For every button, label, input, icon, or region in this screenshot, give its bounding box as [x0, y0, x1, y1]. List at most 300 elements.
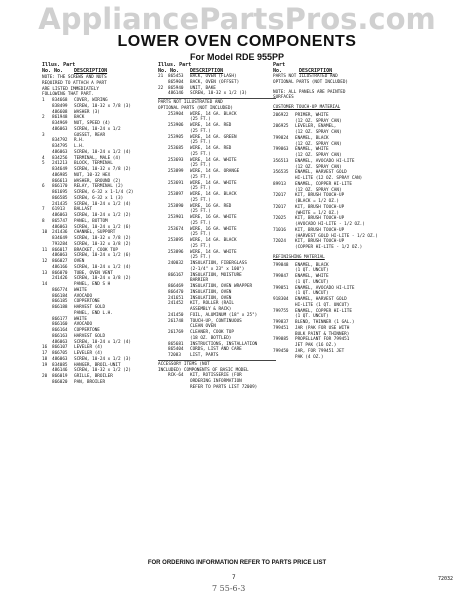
part-description: WIRE, 14 GA. WHITE	[190, 157, 237, 163]
part-row	[273, 245, 397, 251]
part-number: 486166	[52, 264, 68, 270]
part-number: 834649	[52, 167, 68, 172]
part-description: (12 OZ. SPRAY CAN)	[295, 130, 342, 135]
part-description: WIRE, 14 GA. GREEN	[190, 134, 237, 140]
part-description: (2-1/4" x 23" x 100")	[190, 266, 245, 272]
part-number: 865681	[168, 341, 184, 347]
part-number: RCK-64	[168, 373, 184, 379]
part-description: (WHITE = 1/2 OZ.)	[295, 210, 339, 216]
part-description: WASHER (3)	[74, 109, 100, 115]
note-line: OPTIONAL PARTS (NOT INCLUDED)	[273, 79, 349, 85]
part-number: 486063	[52, 126, 68, 132]
part-description: (25 FT.)	[190, 220, 211, 226]
part-description: SCREW, 10-24 x 1/2 (6)	[74, 224, 131, 230]
part-number: 486063	[52, 149, 68, 155]
part-description: CORDS, LIST AND CARE	[190, 347, 242, 353]
part-number	[273, 245, 295, 251]
part-description: WIRE, 14 GA. WHITE	[190, 180, 237, 186]
part-number: 866070	[52, 270, 68, 276]
note-line: NOTE: ALL PANELS ARE PAINTED	[273, 89, 346, 95]
illus-number: 11	[42, 247, 48, 253]
column-header	[158, 62, 276, 74]
part-description: ENAMEL, AVOCADO HI-LITE	[295, 285, 355, 291]
part-description: BLEND, THINNER (1 GAL.)	[295, 320, 355, 325]
illus-number: 17	[42, 351, 48, 356]
part-description: GUSSET, REAR	[74, 132, 106, 138]
part-description: (HARVEST GOLD HI-LITE - 1/2 OZ.)	[295, 233, 378, 239]
note-line: OPTIONAL PARTS (NOT INCLUDED)	[158, 105, 234, 111]
part-description: JAR (PAK FOR USE WITH	[295, 325, 350, 331]
illus-number	[158, 91, 168, 97]
page-subtitle: For Model RDE 955PP	[189, 52, 285, 62]
part-description: SCREW, 10-24 x 1/2	[74, 126, 121, 132]
part-description: LEVELER, ENAMEL,	[295, 124, 337, 130]
part-description: ORDERING INFORMATION	[190, 379, 242, 384]
part-description: ENAMEL, WHITE	[295, 274, 329, 279]
part-description: SCREW, 10-32 x 1/2 (3)	[190, 91, 247, 97]
note-line: PARTS NOT ILLUSTRATED AND	[158, 100, 223, 105]
parts-list	[158, 74, 276, 97]
part-number: 206922	[273, 112, 289, 118]
note-block	[42, 75, 160, 98]
part-number: 799837	[273, 320, 289, 325]
part-description: BULK PAINT & THINNER)	[295, 331, 350, 337]
part-number	[168, 385, 190, 391]
part-number: 261769	[168, 330, 184, 335]
illus-number: 18	[42, 356, 48, 362]
part-description: SCREW, 10-24 x 1/2 (4)	[74, 339, 131, 345]
part-description: (25 FT.)	[190, 128, 211, 134]
part-number: 865404	[168, 347, 184, 353]
part-description: SCREW, 10-32 x 1/2 (2)	[74, 368, 131, 374]
part-description: WASHER, GROUND (2)	[74, 178, 121, 184]
page-number: 7	[232, 574, 236, 581]
part-description: HI-LITE (12 OZ. SPRAY CAN)	[295, 176, 363, 181]
column-header: Part No. DESCRIPTION	[273, 62, 333, 74]
part-description: WHITE	[74, 287, 87, 293]
part-number: 866705	[52, 351, 68, 356]
part-row	[273, 355, 397, 361]
part-description: BARRIER	[190, 278, 209, 284]
illus-number: 7	[42, 207, 45, 213]
part-number: 861695	[52, 190, 68, 195]
part-number: 866019	[52, 374, 68, 379]
part-number: 486146	[52, 368, 68, 374]
part-description: WIRE, 16 GA. WHITE	[190, 226, 237, 232]
part-description: SCREW, 10-24 x 1/2 (6)	[74, 253, 131, 259]
part-description: (12 OZ. SPRAY CAN)	[295, 118, 342, 124]
part-description: (COPPER HI-LITE - 1/2 OZ.)	[295, 245, 363, 250]
part-number: 253693	[168, 157, 184, 163]
part-description: TERMINAL, MALE (4)	[74, 155, 121, 161]
part-number: 834256	[52, 155, 68, 161]
part-number: 486063	[52, 339, 68, 345]
part-number: 253897	[168, 192, 184, 197]
part-number: 866170	[52, 184, 68, 190]
part-number: 253905	[168, 134, 184, 140]
part-description: WIRE, 14 GA. BLACK	[190, 111, 237, 117]
part-number: 834085	[52, 362, 68, 368]
part-number: 834668	[52, 98, 68, 103]
part-description: SCREW, 10-24 x 1/2 (3)	[74, 356, 131, 362]
part-description: ASSEMBLY & RACK)	[190, 307, 232, 312]
part-description: OVEN	[74, 259, 85, 264]
illus-number: 21	[158, 74, 164, 79]
part-description: INSTRUCTIONS, INSTALLATION	[190, 341, 258, 347]
part-number: 866469	[168, 284, 184, 289]
part-description: ENAMEL, HARVEST GOLD	[295, 297, 347, 302]
part-number: 799863	[273, 147, 289, 153]
part-description: NUT, SPEED (4)	[74, 121, 111, 126]
part-description: ENAMEL, HARVEST GOLD	[295, 170, 347, 176]
part-number: 799851	[273, 285, 289, 291]
part-description: JET PAK (16 OZ.)	[295, 343, 337, 348]
part-number: 834792	[52, 138, 68, 144]
part-description: BACK	[74, 115, 85, 121]
part-number: 486063	[52, 253, 68, 259]
part-number: 866188	[52, 305, 68, 310]
part-description: WIRE, 14 GA. ORANGE	[190, 169, 240, 174]
part-description: ENAMEL, BLACK	[295, 135, 329, 141]
note-line: FOLLOWING THAT PART.	[42, 92, 94, 98]
part-description: KIT, BRUSH TOUCH-UP	[295, 193, 345, 199]
part-number: 72024	[273, 239, 286, 245]
part-description: PANEL, END S H	[74, 282, 111, 287]
illus-number: 19	[42, 362, 48, 368]
part-description: NUT, 10-32 HEX	[74, 172, 111, 178]
part-description: LEVELER (4)	[74, 351, 103, 356]
part-number: 865904	[168, 79, 184, 85]
note-block	[158, 100, 276, 112]
illus-number: 2	[42, 115, 45, 121]
illus-number: 20	[42, 374, 48, 379]
part-number: 253691	[168, 180, 184, 186]
part-description: (12 OZ. SPRAY CAN)	[295, 153, 342, 158]
part-number: 241436	[52, 230, 68, 236]
parts-list	[273, 113, 397, 251]
part-description: PANEL, END L.H.	[74, 310, 113, 316]
part-number: 486985	[52, 172, 68, 178]
part-description: SCREW, 10-24 x 1/2 (4)	[74, 264, 131, 270]
part-number: 253896	[168, 249, 184, 255]
part-number: 834795	[52, 144, 68, 149]
note-line: REQUIRED TO ATTACH A PART	[42, 80, 107, 86]
parts-column-3	[273, 62, 397, 360]
part-description: PANEL, BOTTOM	[74, 218, 108, 224]
footer-note: FOR ORDERING INFORMATION REFER TO PARTS PRICE LIST	[147, 560, 327, 566]
part-description: BACK, OVEN (FLASH)	[190, 74, 237, 79]
illus-number: 22	[158, 85, 164, 91]
part-number: 240032	[168, 261, 184, 266]
part-number: 486146	[168, 91, 184, 97]
illus-number: 13	[42, 270, 48, 276]
part-description: REFER TO PARTS LIST 72009)	[190, 384, 258, 390]
part-number: 356535	[273, 170, 289, 176]
part-number: 834969	[52, 121, 68, 126]
parts-column-1	[42, 62, 160, 386]
part-description: WIRE, 14 GA. BLACK	[190, 238, 237, 243]
part-number: 61913	[52, 207, 65, 213]
part-description: WIRE, 14 GA. RED	[190, 146, 232, 151]
part-description: AVOCADO	[74, 293, 93, 299]
parts-list	[158, 112, 276, 359]
note-block	[273, 90, 397, 102]
part-description: (25 FT.)	[190, 255, 211, 261]
part-description: ENAMEL, COPPER HI-LITE	[295, 181, 352, 187]
part-number: 356513	[273, 158, 289, 164]
part-number: 799451	[273, 325, 289, 331]
part-description: SCREW, 10-32 x 7/8 (2)	[74, 236, 131, 241]
part-number: 253901	[168, 215, 184, 220]
part-number: 241450	[168, 312, 184, 318]
part-description: (25 FT.)	[190, 140, 211, 146]
part-number: 866160	[52, 322, 68, 328]
header-desc: DESCRIPTION	[299, 68, 333, 74]
part-description: PROPELLANT FOR 799451	[295, 337, 350, 343]
part-description: UNIT, BAKE	[190, 85, 216, 91]
part-number: 72025	[273, 216, 286, 222]
part-description: LIST, PARTS	[190, 353, 219, 358]
part-number: 261748	[168, 318, 184, 324]
part-description: BRACKET, COOK TOP	[74, 247, 118, 253]
note-line: SURFACES	[273, 95, 294, 101]
part-description: L.H.	[74, 144, 85, 149]
part-number: 866470	[168, 289, 184, 295]
part-description: WHITE	[74, 316, 87, 322]
part-number: 89913	[273, 181, 286, 187]
illus-number: 3	[42, 132, 45, 138]
part-description: SCREW, 10-24 x 3/8 (2)	[74, 276, 131, 282]
part-description: BLOCK, TERMINAL	[74, 161, 113, 167]
part-number: 72017	[273, 204, 286, 210]
illus-number: 1	[42, 98, 45, 103]
part-description: CLEAN OVEN	[190, 324, 216, 330]
part-number: 918304	[273, 297, 289, 302]
part-number: 866613	[52, 178, 68, 184]
part-number: 253674	[168, 226, 184, 232]
part-description: (25 FT.)	[190, 209, 211, 215]
watermark: AppliancePartsPros.com	[38, 2, 436, 36]
part-description: INSULATION, OVEN	[190, 295, 232, 301]
part-description: KIT, BRUSH TOUCH-UP	[295, 239, 345, 245]
part-description: (25 FT.)	[190, 117, 211, 123]
part-number: 253906	[168, 123, 184, 128]
part-description: SCREW, 10-32 x 3/8 (2)	[74, 241, 131, 247]
part-number: 866164	[52, 328, 68, 333]
part-description: (25 FT.)	[190, 232, 211, 238]
header-desc: DESCRIPTION	[190, 68, 224, 74]
part-description: KIT, ROLLER (RAIL	[190, 301, 234, 307]
part-description: INSULATION, MOISTURE	[190, 272, 242, 278]
parts-list	[273, 263, 397, 361]
part-number: 799824	[273, 135, 289, 141]
part-description: (25 FT.)	[190, 186, 211, 192]
part-description: (25 FT.)	[190, 174, 211, 180]
part-number: 799450	[273, 348, 289, 354]
page-title: LOWER OVEN COMPONENTS	[117, 33, 357, 50]
part-description: (12 OZ. SPRAY CAN)	[295, 164, 342, 170]
part-description: (1 QT. UNCUT)	[295, 314, 329, 320]
part-description: SCREW, 10-24 x 1/2 (4)	[74, 201, 131, 207]
part-number: 241452	[168, 301, 184, 307]
part-description: BACK, OVEN (OFFSET)	[190, 79, 240, 85]
part-description: (BLACK = 1/2 OZ.)	[295, 199, 339, 204]
part-description: (25 FT.)	[190, 197, 211, 203]
part-number: 866167	[168, 272, 184, 278]
header-desc: DESCRIPTION	[74, 68, 108, 74]
part-description: RELAY, TERMINAL (2)	[74, 184, 124, 190]
part-number: 253685	[168, 146, 184, 151]
part-description: HARVEST GOLD	[74, 333, 106, 339]
part-number: 866027	[52, 259, 68, 264]
part-number: 486608	[52, 109, 68, 115]
part-row	[158, 353, 276, 359]
illus-number: 6	[42, 184, 45, 190]
part-description: COVER, WIRING	[74, 98, 108, 103]
part-description: HI-LITE (1 QT. UNCUT)	[295, 302, 350, 308]
handwritten-note: 7 55-6-3	[212, 584, 246, 593]
document-code: 72032	[438, 576, 454, 582]
part-description: GRILLE, BROILER	[74, 374, 113, 379]
part-description: WIRE, 14 GA. BLACK	[190, 192, 237, 197]
part-number: 866107	[52, 345, 68, 351]
part-description: PAN, BROILER	[74, 379, 106, 385]
section-heading: CUSTOMER TOUCH-UP MATERIAL	[273, 105, 341, 110]
header-illus: Illus. Part	[158, 62, 192, 68]
part-number: 866185	[52, 299, 68, 305]
illus-number: 4	[42, 155, 45, 161]
part-description: INSULATION, FIBERGLASS	[190, 261, 247, 266]
section-heading: REFINISHING MATERIAL	[273, 254, 325, 260]
part-description: PRIMER, WHITE	[295, 112, 329, 118]
part-description: INSULATION, OVEN WRAPPER	[190, 284, 253, 289]
column-header	[42, 62, 160, 74]
part-description: (25 FT.)	[190, 163, 211, 169]
part-description: ENAMEL, AVOCADO HI-LITE	[295, 158, 355, 164]
part-description: AVOCADO	[74, 322, 93, 328]
part-description: (25 FT.)	[190, 243, 211, 249]
part-description: KIT, BRUSH TOUCH-UP	[295, 204, 345, 210]
part-number: 861948	[52, 115, 68, 121]
part-description: SCREW, 6-32 x 1 (3)	[74, 195, 124, 201]
part-number: 865453	[168, 74, 184, 79]
part-number: 865747	[52, 218, 68, 224]
part-description: KIT, BRUSH TOUCH-UP	[295, 216, 345, 222]
note-line: ACCESSORY ITEMS (NOT	[158, 361, 210, 367]
note-block	[273, 74, 397, 86]
part-number: 834649	[52, 236, 68, 241]
header-illus: Illus. Part	[42, 62, 76, 68]
part-row	[158, 91, 276, 97]
note-block	[158, 362, 276, 374]
part-description: (18 OZ. BOTTLED)	[190, 335, 232, 341]
note-line: PARTS NOT ILLUSTRATED AND	[273, 74, 338, 79]
part-description: SCREW, 10-24 x 1/2 (2)	[74, 213, 131, 218]
part-number: 486063	[52, 224, 68, 230]
part-number: 206925	[273, 124, 289, 130]
part-description: ENAMEL, WHITE	[295, 147, 329, 153]
part-description: (1 QT. UNCUT)	[295, 291, 329, 297]
part-description: SCREW, 10-32 x 7/8 (2)	[74, 167, 131, 172]
note-line: NOTE: THE SCREWS AND NUTS	[42, 75, 107, 80]
part-description: LEVELER (4)	[74, 345, 103, 351]
part-number: 866184	[52, 293, 68, 299]
part-description: ENAMEL, BLACK	[295, 262, 329, 268]
part-description: HANGER, BROIL-UNIT	[74, 362, 121, 368]
part-number: 799885	[273, 337, 289, 343]
part-number: 241426	[52, 276, 68, 282]
part-description: CLEANER, COOK TOP	[190, 330, 234, 335]
part-description: FOIL, ALUMINUM (18" x 25")	[190, 312, 258, 318]
part-number: 799755	[273, 308, 289, 314]
part-number: 72083	[168, 353, 181, 358]
part-number: 253899	[168, 169, 184, 174]
part-description: TUBE, OVEN VENT	[74, 270, 113, 276]
parts-column-2	[158, 62, 276, 391]
note-line: ARE LISTED IMMEDIATELY	[42, 86, 99, 92]
part-number: 866177	[52, 316, 68, 322]
header-no: No. No.	[42, 68, 64, 74]
part-number: 253895	[168, 238, 184, 243]
part-number: 72017	[273, 193, 286, 199]
part-number: 865940	[168, 85, 184, 91]
part-number: 793284	[52, 241, 68, 247]
part-number: 71016	[273, 227, 286, 233]
part-description: BALLAST	[74, 207, 93, 213]
part-description: WIRE, 14 GA. WHITE	[190, 249, 237, 255]
part-description: KIT, BRUSH TOUCH-UP	[295, 227, 345, 233]
part-description: (12 OZ. SPRAY CAN)	[295, 141, 342, 147]
part-number: 799848	[273, 262, 289, 268]
part-description: SCREW, 6-32 x 1-1/4 (2)	[74, 190, 134, 195]
part-description: SCREW, 10-32 x 7/8 (3)	[74, 103, 131, 109]
part-description: HARVEST GOLD	[74, 305, 106, 310]
part-description: INSULATION, OVEN	[190, 289, 232, 295]
part-number: 486063	[52, 213, 68, 218]
part-number: 253904	[168, 111, 184, 117]
part-description: KIT, ROTISSERIE (FOR	[190, 373, 242, 379]
part-number: 866774	[52, 287, 68, 293]
illus-number	[158, 385, 168, 391]
part-description: CHANNEL, SUPPORT	[74, 230, 116, 236]
part-description: WIRE, 14 GA. RED	[190, 123, 232, 128]
part-description: (1 QT. UNCUT)	[295, 268, 329, 274]
part-number: 866020	[52, 379, 68, 385]
parts-list	[158, 373, 276, 390]
illus-number: 12	[42, 259, 48, 264]
illus-number: 5	[42, 161, 45, 167]
part-description: SCREW, 10-24 x 1/2 (4)	[74, 149, 131, 155]
illus-number: 8	[42, 218, 45, 224]
part-description: ENAMEL, COPPER HI-LITE	[295, 308, 352, 314]
part-description: TOUCH-UP, CONTINUOUS	[190, 318, 242, 324]
part-number: 241651	[168, 295, 184, 301]
part-row	[42, 380, 160, 386]
part-description: (25 FT.)	[190, 151, 211, 157]
illus-number: 14	[42, 282, 48, 287]
part-number: 866585	[52, 195, 68, 201]
parts-list	[42, 98, 160, 386]
part-description: R.H.	[74, 138, 85, 144]
part-number: 866017	[52, 247, 68, 253]
part-description: COPPERTONE	[74, 299, 100, 305]
note-line: INCLUDED) COMPONENTS OF BASIC MODEL	[158, 367, 249, 373]
part-number: 253890	[168, 203, 184, 209]
part-description: COPPERTONE	[74, 328, 100, 333]
header-no: No. No.	[158, 68, 180, 74]
part-description: (12 OZ. SPRAY CAN)	[295, 187, 342, 193]
part-number: 866163	[52, 333, 68, 339]
